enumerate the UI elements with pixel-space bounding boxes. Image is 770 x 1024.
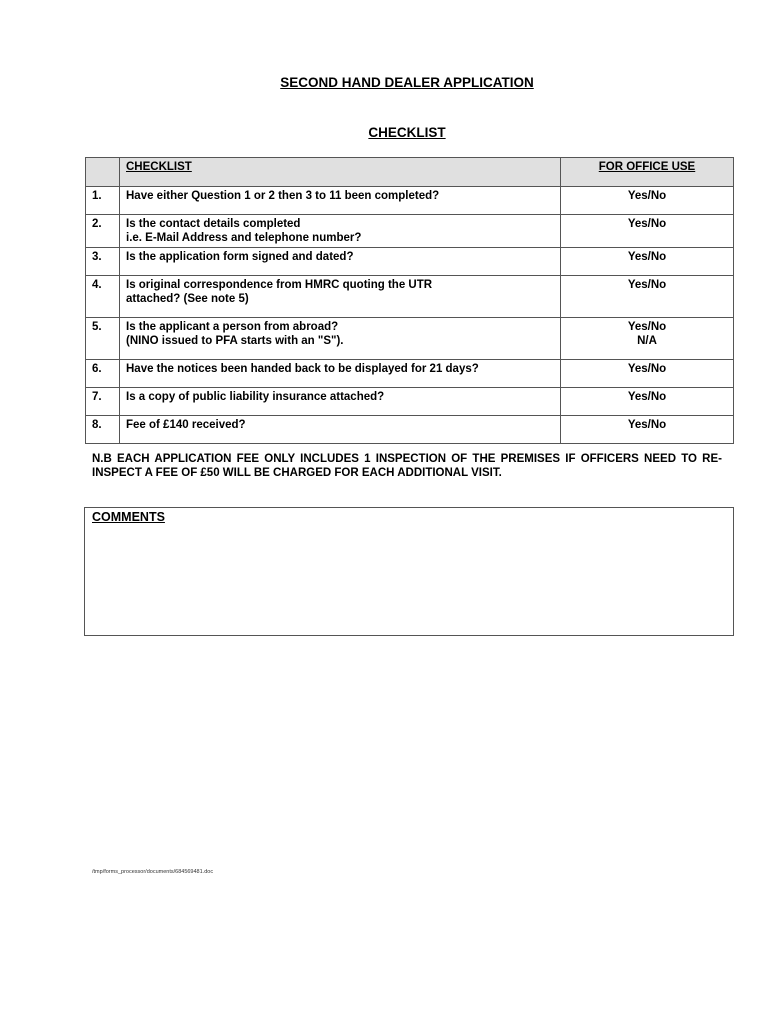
- row-office-value: Yes/No: [561, 187, 734, 215]
- table-row: [86, 215, 734, 248]
- table-row: [86, 388, 734, 416]
- header-checklist: CHECKLIST: [120, 158, 561, 187]
- row-question-line2: attached? (See note 5): [126, 293, 249, 305]
- row-office-value: Yes/No: [561, 360, 734, 388]
- row-number: 7.: [86, 388, 120, 416]
- row-question-line2: i.e. E-Mail Address and telephone number?: [126, 232, 362, 244]
- checklist-table: [85, 157, 734, 444]
- table-row: [86, 416, 734, 444]
- row-office-value: Yes/No: [561, 215, 734, 248]
- row-question: Have the notices been handed back to be displayed for 21 days?: [120, 360, 561, 388]
- table-row: [86, 276, 734, 318]
- row-question-cell: [120, 276, 561, 318]
- table-row: [86, 187, 734, 215]
- row-number: 6.: [86, 360, 120, 388]
- row-office-value: Yes/No: [627, 321, 667, 333]
- page-title: SECOND HAND DEALER APPLICATION: [280, 75, 534, 90]
- row-office-cell: [561, 318, 734, 360]
- header-office-use: FOR OFFICE USE: [561, 158, 734, 187]
- row-office-value: Yes/No: [561, 416, 734, 444]
- row-number: 5.: [86, 318, 120, 360]
- row-number: 1.: [86, 187, 120, 215]
- row-question-cell: [120, 318, 561, 360]
- row-question: Is the applicant a person from abroad?: [126, 321, 339, 333]
- header-num-cell: [86, 158, 120, 187]
- row-office-value-na: N/A: [637, 335, 657, 347]
- row-question: Is the contact details completed: [126, 218, 301, 230]
- row-office-value: Yes/No: [561, 276, 734, 318]
- footer-file-path: /tmp/forms_processor/documents/684569481.doc: [92, 869, 214, 875]
- page-subtitle: CHECKLIST: [368, 125, 446, 140]
- table-row: [86, 318, 734, 360]
- row-question-line2: (NINO issued to PFA starts with an "S").: [126, 335, 344, 347]
- row-number: 2.: [86, 215, 120, 248]
- table-row: [86, 360, 734, 388]
- row-number: 4.: [86, 276, 120, 318]
- fee-note: N.B EACH APPLICATION FEE ONLY INCLUDES 1 INSPECTION OF THE PREMISES IF OFFICERS NEED TO RE-INSPECT A FEE OF £50 WILL BE CHARGED FOR EACH ADDITIONAL VISIT.: [92, 453, 722, 479]
- row-question: Is a copy of public liability insurance attached?: [120, 388, 561, 416]
- row-question: Have either Question 1 or 2 then 3 to 11 been completed?: [120, 187, 561, 215]
- row-question-cell: [120, 215, 561, 248]
- row-office-value: Yes/No: [561, 388, 734, 416]
- row-question: Is original correspondence from HMRC quoting the UTR: [126, 279, 433, 291]
- row-question: Is the application form signed and dated?: [120, 248, 561, 276]
- row-number: 3.: [86, 248, 120, 276]
- row-question: Fee of £140 received?: [120, 416, 561, 444]
- comments-label: COMMENTS: [92, 510, 165, 524]
- comments-box[interactable]: [84, 507, 734, 636]
- table-row: [86, 248, 734, 276]
- table-header-row: [86, 158, 734, 187]
- row-office-value: Yes/No: [561, 248, 734, 276]
- row-number: 8.: [86, 416, 120, 444]
